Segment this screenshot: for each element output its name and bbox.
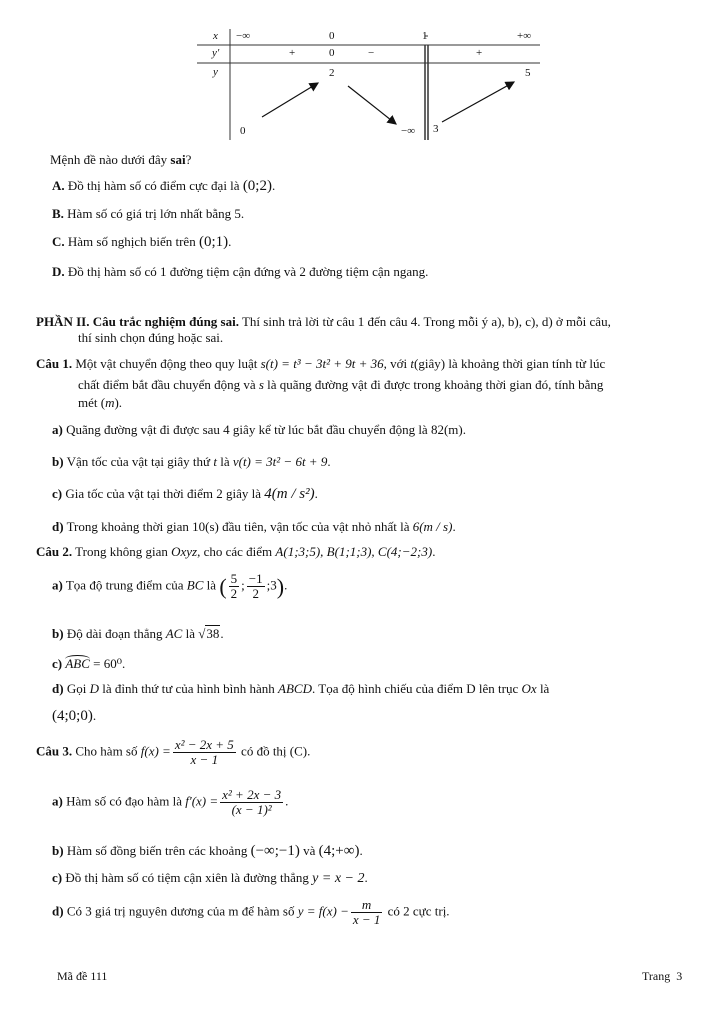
denominator: 2 bbox=[252, 586, 259, 601]
numerator: 5 bbox=[230, 571, 238, 586]
q3-intro bbox=[36, 738, 310, 767]
item-math: 10(s) bbox=[192, 519, 219, 534]
fraction bbox=[247, 572, 265, 601]
fraction bbox=[351, 898, 383, 927]
item-label: b) bbox=[52, 626, 64, 641]
q1-line1 bbox=[36, 355, 605, 372]
item-text: Gia tốc của vật tại thời điểm 2 giây là bbox=[62, 486, 265, 501]
item-text: là bbox=[216, 454, 233, 469]
item-text: Đồ thị hàm số có tiệm cận xiên là đường thẳng bbox=[62, 870, 313, 885]
item-label: c) bbox=[52, 656, 63, 671]
q3-item-a bbox=[52, 788, 288, 817]
item-text: Quãng đường vật đi được sau 4 giây kể từ lúc bắt đầu chuyển động là bbox=[62, 422, 431, 437]
q2-item-d bbox=[52, 680, 549, 697]
item-text: Trong khoảng thời gian bbox=[63, 519, 193, 534]
item-text: Có 3 giá trị nguyên dương của m để hàm số bbox=[63, 903, 298, 919]
item-label: a) bbox=[52, 793, 63, 809]
q1-label: Câu 1. bbox=[36, 356, 73, 371]
q2-space: Oxyz bbox=[171, 544, 198, 559]
option-label: A. bbox=[52, 178, 65, 193]
item-math: (−∞;−1) bbox=[250, 843, 300, 859]
yprime-sign-2: − bbox=[368, 47, 375, 59]
option-tail: . bbox=[228, 234, 232, 249]
item-label: a) bbox=[52, 577, 63, 593]
item-tail: . bbox=[121, 656, 126, 671]
item-text: Gọi bbox=[63, 681, 90, 696]
item-text: là bbox=[203, 577, 220, 593]
numerator: x² − 2x + 5 bbox=[174, 737, 234, 752]
q3-text: có đồ thị (C). bbox=[237, 743, 311, 759]
option-label: B. bbox=[52, 206, 64, 221]
item-tail: . bbox=[452, 519, 456, 534]
fraction bbox=[220, 788, 283, 817]
yprime-zero: 0 bbox=[329, 47, 335, 59]
part2-heading bbox=[36, 313, 611, 330]
prompt-suffix: ? bbox=[185, 152, 192, 167]
numerator: x² + 2x − 3 bbox=[222, 787, 282, 802]
q2-points: A(1;3;5), B(1;1;3), C(4;−2;3) bbox=[275, 544, 433, 559]
denominator: x − 1 bbox=[352, 912, 381, 927]
q1-text: ). bbox=[114, 395, 123, 410]
item-text: Độ dài đoạn thẳng bbox=[63, 626, 166, 641]
item-tail: . bbox=[327, 454, 331, 469]
item-tail: . bbox=[462, 422, 466, 437]
option-b bbox=[52, 205, 244, 222]
item-text: . Tọa độ hình chiếu của điểm D lên trục bbox=[312, 681, 522, 696]
sqrt-icon: √ bbox=[198, 626, 206, 641]
fraction bbox=[173, 738, 236, 767]
item-y: y = f(x) − bbox=[297, 903, 349, 919]
item-text: là bbox=[536, 681, 550, 696]
fraction bbox=[229, 572, 240, 601]
item-tail: . bbox=[314, 486, 318, 501]
item-math: ;3 bbox=[266, 577, 277, 593]
item-ac: AC bbox=[165, 626, 183, 641]
row-label-y: y bbox=[213, 66, 218, 78]
q1-item-c bbox=[52, 485, 318, 503]
variation-table-lines bbox=[0, 0, 725, 145]
item-math: 6(m / s) bbox=[412, 519, 453, 534]
item-label: a) bbox=[52, 422, 63, 437]
q1-line3 bbox=[78, 394, 122, 411]
option-tail: . bbox=[240, 206, 245, 221]
item-text: đầu tiên, vận tốc của vật nhỏ nhất là bbox=[218, 519, 413, 534]
item-tail: . bbox=[284, 577, 288, 593]
arrow-increase-2 bbox=[442, 82, 514, 122]
q2-item-b bbox=[52, 625, 224, 642]
x-value-pos-inf: +∞ bbox=[517, 30, 532, 42]
item-text: Tọa độ trung điểm của bbox=[62, 577, 187, 593]
y-value-max: 2 bbox=[329, 67, 335, 79]
q1-item-d bbox=[52, 518, 456, 535]
item-tail: . bbox=[92, 708, 97, 723]
item-math: y = x − 2 bbox=[312, 871, 365, 886]
q1-item-b bbox=[52, 453, 331, 470]
q1-m: m bbox=[105, 395, 115, 410]
option-text: Đồ thị hàm số có 1 đường tiệm cận đứng và 2 đường tiệm cận ngang. bbox=[67, 264, 429, 279]
item-label: c) bbox=[52, 486, 63, 501]
footer-exam-code: Mã đề 111 bbox=[57, 969, 108, 983]
footer-page-number: Trang 3 bbox=[642, 969, 683, 983]
x-value-1: 1 bbox=[422, 30, 428, 42]
item-tail: . bbox=[359, 843, 363, 858]
item-math: 4(m / s²) bbox=[264, 486, 315, 502]
item-text: Hàm số đồng biến trên các khoảng bbox=[63, 843, 251, 858]
prompt-bold: sai bbox=[170, 152, 186, 167]
q3-item-c bbox=[52, 869, 368, 887]
item-text: là đỉnh thứ tư của hình bình hành bbox=[98, 681, 279, 696]
q2-item-a: a) Tọa độ trung điểm của BC là ( $\frac{5}{2}$ ; $\frac{-1}{2}$ ;3). bbox=[52, 571, 288, 601]
q3-label: Câu 3. bbox=[36, 743, 73, 759]
item-abcd: ABCD bbox=[278, 681, 312, 696]
q3-item-d bbox=[52, 898, 450, 927]
item-d: D bbox=[89, 681, 99, 696]
item-tail: . bbox=[285, 793, 289, 809]
q1-item-a bbox=[52, 421, 466, 438]
q1-text: là quãng đường vật đi được trong khoảng thời gian đó, tính bằng bbox=[263, 377, 604, 392]
part2-title: PHẦN II. Câu trắc nghiệm đúng sai. bbox=[36, 314, 239, 329]
item-ox: Ox bbox=[521, 681, 537, 696]
q1-text: mét ( bbox=[78, 395, 106, 410]
angle-value: = 60⁰ bbox=[89, 656, 122, 671]
option-text: Hàm số nghịch biến trên bbox=[67, 234, 199, 249]
yprime-sign-1: + bbox=[289, 47, 296, 59]
row-label-x: x bbox=[213, 30, 218, 42]
sqrt-radicand: 38 bbox=[206, 626, 220, 641]
q2-label: Câu 2. bbox=[36, 544, 73, 559]
item-tail: . bbox=[220, 626, 224, 641]
q2-item-c bbox=[52, 655, 125, 672]
item-bc: BC bbox=[186, 577, 204, 593]
part2-intro-1: Thí sinh trả lời từ câu 1 đến câu 4. Trong mỗi ý a), b), c), d) ở mỗi câu, bbox=[238, 314, 611, 329]
item-text: và bbox=[299, 843, 319, 858]
option-d bbox=[52, 263, 428, 280]
row-label-yprime: y′ bbox=[212, 47, 220, 59]
q2-text: , cho các điểm bbox=[197, 544, 276, 559]
option-label: D. bbox=[52, 264, 65, 279]
q1-law: s(t) = t³ − 3t² + 9t + 36 bbox=[260, 356, 384, 371]
q1-text: , với bbox=[383, 356, 411, 371]
q3-f: f(x) = bbox=[140, 743, 171, 759]
q2-text: Trong không gian bbox=[72, 544, 172, 559]
item-math: v(t) = 3t² − 6t + 9 bbox=[232, 454, 328, 469]
numerator: m bbox=[351, 898, 383, 913]
q1-s: s bbox=[258, 377, 264, 392]
item-text: Hàm số có đạo hàm là bbox=[62, 793, 186, 809]
denominator: x − 1 bbox=[190, 752, 219, 767]
item-text: là bbox=[182, 626, 199, 641]
option-text: Hàm số có giá trị lớn nhất bằng bbox=[67, 206, 235, 221]
q2-item-d-line2 bbox=[52, 707, 96, 725]
part2-intro-2: thí sinh chọn đúng hoặc sai. bbox=[78, 330, 224, 345]
option-label: C. bbox=[52, 234, 65, 249]
yprime-sign-3: + bbox=[476, 47, 483, 59]
q3-text: Cho hàm số bbox=[72, 743, 141, 759]
angle-abc: ABC bbox=[65, 656, 90, 671]
item-math: (4;0;0) bbox=[52, 708, 93, 724]
q2-intro bbox=[36, 543, 435, 560]
x-value-0: 0 bbox=[329, 30, 335, 42]
item-label: b) bbox=[52, 843, 64, 858]
option-a bbox=[52, 177, 275, 195]
option-math: 5 bbox=[234, 206, 241, 221]
item-label: b) bbox=[52, 454, 64, 469]
x-value-neg-inf: −∞ bbox=[236, 30, 251, 42]
item-tail: có 2 cực trị. bbox=[384, 903, 450, 919]
q1-text: chất điểm bắt đầu chuyển động và bbox=[78, 377, 259, 392]
denominator: (x − 1)² bbox=[231, 802, 272, 817]
y-value-start: 0 bbox=[240, 125, 246, 137]
item-math: 82(m) bbox=[430, 422, 463, 437]
item-label: d) bbox=[52, 519, 64, 534]
q1-t: t bbox=[410, 356, 415, 371]
numerator: −1 bbox=[248, 571, 263, 586]
arrow-increase-1 bbox=[262, 83, 318, 117]
option-c bbox=[52, 233, 231, 251]
item-tail: . bbox=[364, 870, 368, 885]
q1-line2 bbox=[78, 376, 603, 393]
item-fprime: f′(x) = bbox=[185, 793, 219, 809]
item-text: Vận tốc của vật tại giây thứ bbox=[63, 454, 214, 469]
item-label: d) bbox=[52, 903, 64, 919]
item-math: (4;+∞) bbox=[318, 843, 360, 859]
prompt-prefix: Mệnh đề nào dưới đây bbox=[50, 152, 171, 167]
y-value-left-limit: −∞ bbox=[401, 125, 416, 137]
option-math: (0;2) bbox=[242, 178, 272, 194]
arrow-decrease bbox=[348, 86, 396, 124]
item-t: t bbox=[213, 454, 217, 469]
q1-text: (giây) là khoảng thời gian tính từ lúc bbox=[414, 356, 606, 371]
option-tail: . bbox=[271, 178, 276, 193]
q1-text: Một vật chuyển động theo quy luật bbox=[72, 356, 261, 371]
part2-intro-2-line bbox=[78, 329, 223, 346]
denominator: 2 bbox=[230, 586, 238, 601]
option-math: (0;1) bbox=[198, 234, 229, 250]
item-label: c) bbox=[52, 870, 63, 885]
option-text: Đồ thị hàm số có điểm cực đại là bbox=[67, 178, 243, 193]
y-value-end: 5 bbox=[525, 67, 531, 79]
question-prompt bbox=[50, 151, 191, 168]
y-value-right-start: 3 bbox=[433, 123, 439, 135]
q2-tail: . bbox=[432, 544, 436, 559]
item-label: d) bbox=[52, 681, 64, 696]
q3-item-b bbox=[52, 842, 363, 860]
